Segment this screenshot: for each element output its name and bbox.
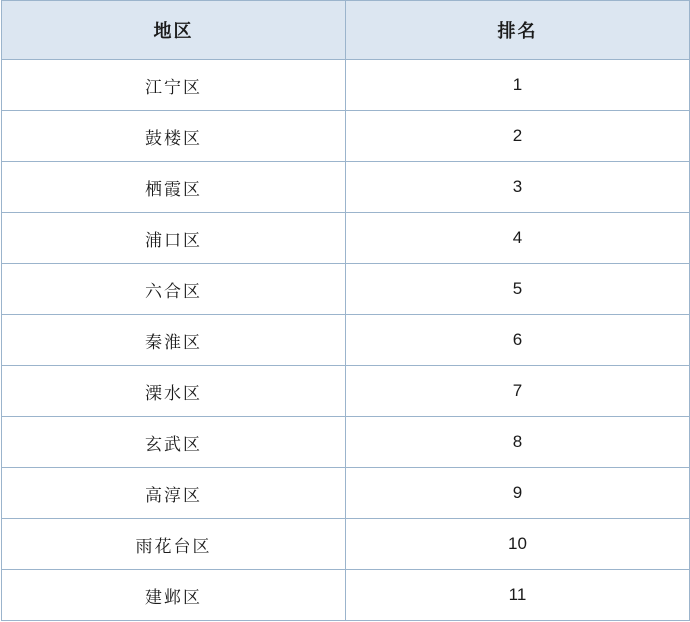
table-body [2,60,690,621]
table-row [2,264,690,315]
cell-rank: 10 [346,519,690,570]
ranking-table [1,0,690,621]
table-header-row [2,1,690,60]
cell-rank: 4 [346,213,690,264]
cell-region: 秦淮区 [2,315,346,366]
table-row [2,468,690,519]
table-header [2,1,690,60]
cell-region: 江宁区 [2,60,346,111]
table-row [2,162,690,213]
table-row [2,315,690,366]
cell-rank: 7 [346,366,690,417]
cell-region: 高淳区 [2,468,346,519]
column-header-region: 地区 [2,1,346,60]
cell-region: 六合区 [2,264,346,315]
cell-region: 鼓楼区 [2,111,346,162]
table-row [2,417,690,468]
cell-region: 浦口区 [2,213,346,264]
table-row [2,570,690,621]
table-row [2,60,690,111]
cell-rank: 8 [346,417,690,468]
cell-rank: 3 [346,162,690,213]
cell-rank: 6 [346,315,690,366]
cell-rank: 1 [346,60,690,111]
cell-region: 溧水区 [2,366,346,417]
cell-rank: 9 [346,468,690,519]
column-header-rank: 排名 [346,1,690,60]
cell-rank: 5 [346,264,690,315]
cell-region: 建邺区 [2,570,346,621]
cell-region: 玄武区 [2,417,346,468]
table-row [2,366,690,417]
table-row [2,519,690,570]
cell-rank: 2 [346,111,690,162]
table-row [2,111,690,162]
cell-region: 栖霞区 [2,162,346,213]
table-row [2,213,690,264]
cell-region: 雨花台区 [2,519,346,570]
cell-rank: 11 [346,570,690,621]
